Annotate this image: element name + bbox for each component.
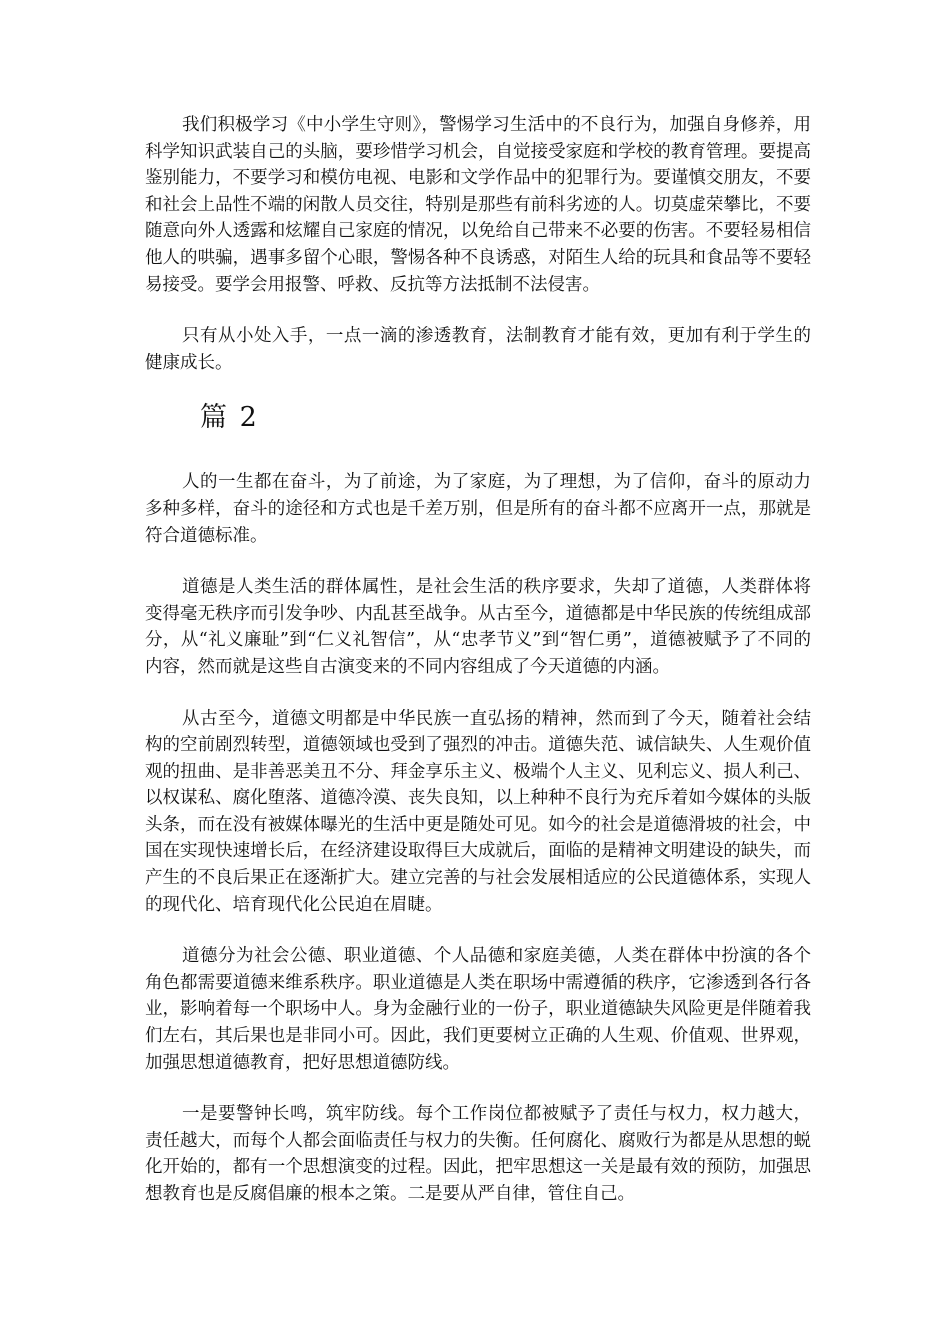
section-heading: 篇 2: [200, 402, 259, 434]
paragraph-section-5: 一是要警钟长鸣，筑牢防线。每个工作岗位都被赋予了责任与权力，权力越大，责任越大，而每个人都会面临责任与权力的失衡。任何腐化、腐败行为都是从思想的蜕化开始的，都有一个思想演变的过程。因此，把牢思想这一关是最有效的预防，加强思想教育也是反腐倡廉的根本之策。二是要从严自律，管住自己。: [145, 1104, 811, 1204]
paragraph-section-1: 人的一生都在奋斗，为了前途，为了家庭，为了理想，为了信仰，奋斗的原动力多种多样，奋斗的途径和方式也是千差万别，但是所有的奋斗都不应离开一点，那就是符合道德标准。: [145, 472, 811, 546]
paragraph-section-2: 道德是人类生活的群体属性，是社会生活的秩序要求，失却了道德，人类群体将变得毫无秩序而引发争吵、内乱甚至战争。从古至今，道德都是中华民族的传统组成部分，从“礼义廉耻”到“仁义礼智信”，从“忠孝节义”到“智仁勇”，道德被赋予了不同的内容，然而就是这些自古演变来的不同内容组成了今天道德的内涵。: [145, 577, 811, 677]
paragraph-intro-2: 只有从小处入手，一点一滴的渗透教育，法制教育才能有效，更加有利于学生的健康成长。: [145, 326, 811, 373]
paragraph-intro-1: 我们积极学习《中小学生守则》，警惕学习生活中的不良行为，加强自身修养，用科学知识武装自己的头脑，要珍惜学习机会，自觉接受家庭和学校的教育管理。要提高鉴别能力，不要学习和模仿电视、电影和文学作品中的犯罪行为。要谨慎交朋友，不要和社会上品性不端的闲散人员交往，特别是那些有前科劣迹的人。切莫虚荣攀比，不要随意向外人透露和炫耀自己家庭的情况，以免给自己带来不必要的伤害。不要轻易相信他人的哄骗，遇事多留个心眼，警惕各种不良诱惑，对陌生人给的玩具和食品等不要轻易接受。要学会用报警、呼救、反抗等方法抵制不法侵害。: [145, 115, 811, 295]
paragraph-section-4: 道德分为社会公德、职业道德、个人品德和家庭美德，人类在群体中扮演的各个角色都需要道德来维系秩序。职业道德是人类在职场中需遵循的秩序，它渗透到各行各业，影响着每一个职场中人。身为金融行业的一份子，职业道德缺失风险更是伴随着我们左右，其后果也是非同小可。因此，我们更要树立正确的人生观、价值观、世界观，加强思想道德教育，把好思想道德防线。: [145, 946, 811, 1073]
paragraph-section-3: 从古至今，道德文明都是中华民族一直弘扬的精神，然而到了今天，随着社会结构的空前剧烈转型，道德领域也受到了强烈的冲击。道德失范、诚信缺失、人生观价值观的扭曲、是非善恶美丑不分、拜金享乐主义、极端个人主义、见利忘义、损人利己、以权谋私、腐化堕落、道德冷漠、丧失良知，以上种种不良行为充斥着如今媒体的头版头条，而在没有被媒体曝光的生活中更是随处可见。如今的社会是道德滑坡的社会，中国在实现快速增长后，在经济建设取得巨大成就后，面临的是精神文明建设的缺失，而产生的不良后果正在逐渐扩大。建立完善的与社会发展相适应的公民道德体系，实现人的现代化、培育现代化公民迫在眉睫。: [145, 708, 811, 915]
document-body: [145, 112, 811, 1233]
